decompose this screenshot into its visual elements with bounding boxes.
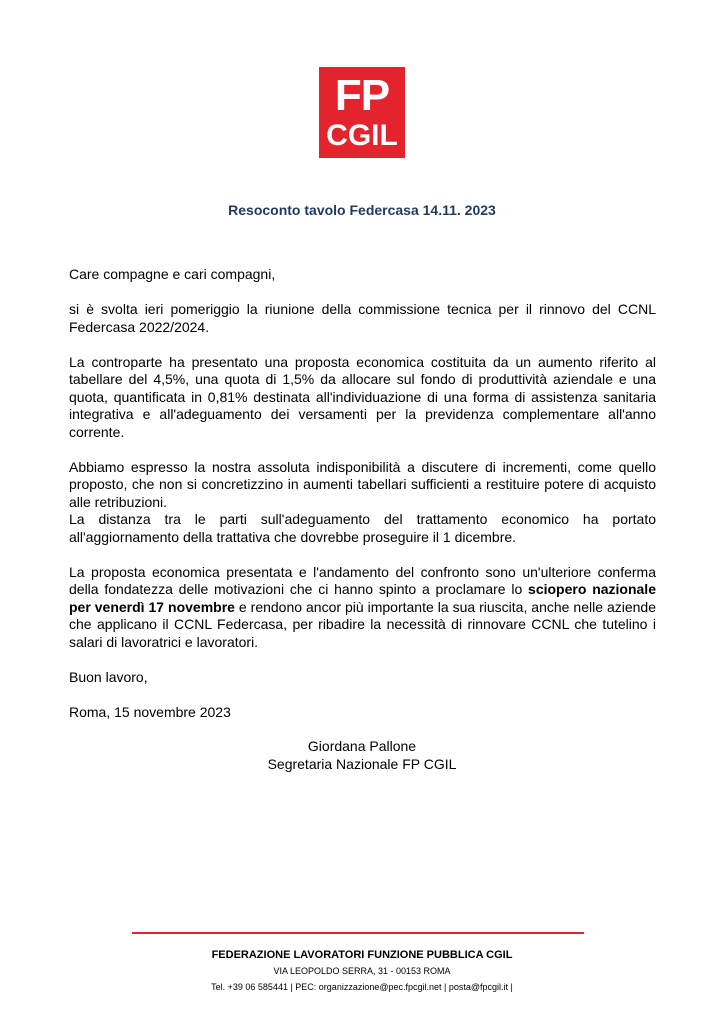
fp-cgil-logo bbox=[319, 67, 405, 158]
closing: Buon lavoro, bbox=[69, 668, 148, 685]
footer-divider bbox=[132, 932, 584, 934]
strike-text-after: e rendono ancor più importante la sua riuscita, anche nelle aziende che applicano il CCNL Federcasa, per ribadire la necessità di rinnovare CCNL che tutelino i salari di lavoratrici e lavoratori. bbox=[69, 598, 656, 650]
greeting: Care compagne e cari compagni, bbox=[69, 266, 276, 282]
document-title: Resoconto tavolo Federcasa 14.11. 2023 bbox=[228, 202, 496, 218]
letterhead-footer bbox=[0, 947, 724, 995]
paragraph-next-meeting: La distanza tra le parti sull'adeguamento del trattamento economico ha portato all'aggiornamento della trattativa che dovrebbe proseguire il 1 dicembre. bbox=[69, 511, 656, 545]
footer-address: VIA LEOPOLDO SERRA, 31 - 00153 ROMA bbox=[273, 966, 451, 976]
signature-role: Segretaria Nazionale FP CGIL bbox=[267, 755, 457, 772]
letter-body bbox=[69, 266, 656, 721]
paragraph-proposal: La controparte ha presentato una proposta economica costituita da un aumento riferito al tabellare del 4,5%, una quota di 1,5% da allocare sul fondo di produttività aziendale e una quota, quantificata in 0,81% destinata all'individuazione di una forma di assistenza sanitaria integrativa e all'adeguamento dei versamenti per la previdenza complementare all'anno corrente. bbox=[69, 353, 656, 440]
signature-block bbox=[0, 738, 724, 773]
paragraph-position: Abbiamo espresso la nostra assoluta indisponibilità a discutere di incrementi, come quello proposto, che non si concretizzino in aumenti tabellari sufficienti a restituire potere di acquisto alle retribuzioni. bbox=[69, 458, 656, 510]
logo-text-fp: FP bbox=[334, 71, 390, 120]
footer-organization: FEDERAZIONE LAVORATORI FUNZIONE PUBBLICA CGIL bbox=[211, 949, 513, 961]
logo-text-cgil: CGIL bbox=[326, 119, 398, 152]
paragraph-meeting: si è svolta ieri pomeriggio la riunione della commissione tecnica per il rinnovo del CCNL Federcasa 2022/2024. bbox=[69, 301, 656, 335]
footer-contacts: Tel. +39 06 585441 | PEC: organizzazione@pec.fpcgil.net | posta@fpcgil.it | bbox=[211, 982, 513, 992]
paragraph-strike bbox=[69, 564, 656, 652]
place-date: Roma, 15 novembre 2023 bbox=[69, 703, 231, 720]
strike-text-before: La proposta economica presentata e l'andamento del confronto sono un'ulteriore conferma della fondatezza delle motivazioni che ci hanno spinto a proclamare lo bbox=[69, 563, 656, 597]
signature-name: Giordana Pallone bbox=[307, 738, 417, 754]
strike-text-bold: sciopero nazionale per venerdì 17 novembre bbox=[69, 581, 656, 615]
